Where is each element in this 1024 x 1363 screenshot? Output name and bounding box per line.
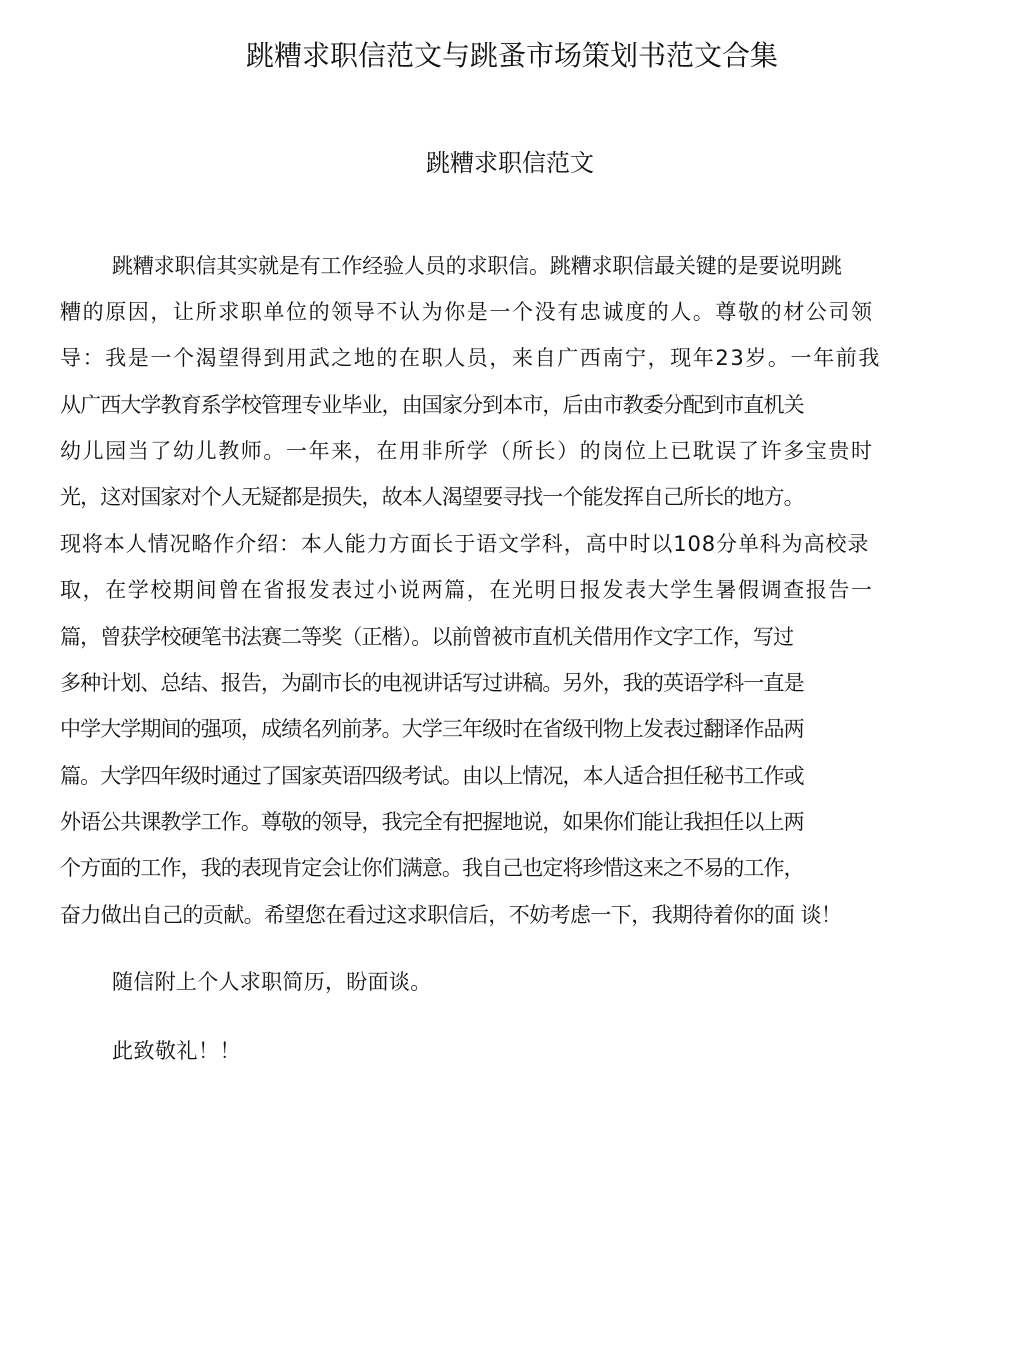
paragraph-line: 个方面的工作，我的表现肯定会让你们满意。我自己也定将珍惜这来之不易的工作， <box>60 856 804 880</box>
paragraph-line: 幼儿园当了幼儿教师。一年来，在用非所学（所长）的岗位上已耽误了许多宝贵时 <box>60 439 874 463</box>
paragraph-line: 糟的原因，让所求职单位的领导不认为你是一个没有忠诚度的人。尊敬的材公司领 <box>60 300 874 324</box>
paragraph-line: 从广西大学教育系学校管理专业毕业，由国家分到本市，后由市教委分配到市直机关 <box>60 393 804 417</box>
paragraph-line: 导：我是一个渴望得到用武之地的在职人员，来自广西南宁，现年23岁。一年前我 <box>60 346 881 370</box>
paragraph-line: 奋力做出自己的贡献。希望您在看过这求职信后，不妨考虑一下，我期待着你的面 谈！ <box>60 903 842 927</box>
paragraph-line: 外语公共课教学工作。尊敬的领导，我完全有把握地说，如果你们能让我担任以上两 <box>60 810 804 834</box>
paragraph-line: 中学大学期间的强项，成绩名列前茅。大学三年级时在省级刊物上发表过翻译作品两 <box>60 717 804 741</box>
paragraph-line: 现将本人情况略作介绍：本人能力方面长于语文学科，高中时以108分单科为高校录 <box>60 532 870 556</box>
paragraph-line: 取，在学校期间曾在省报发表过小说两篇，在光明日报发表大学生暑假调查报告一 <box>60 578 874 602</box>
paragraph-line: 跳糟求职信其实就是有工作经验人员的求职信。跳糟求职信最关键的是要说明跳 <box>112 254 842 278</box>
paragraph-line: 篇，曾获学校硬笔书法赛二等奖（正楷）。以前曾被市直机关借用作文字工作，写过 <box>60 625 794 649</box>
document-title: 跳糟求职信范文与跳蚤市场策划书范文合集 <box>245 39 778 72</box>
closing-line: 此致敬礼！！ <box>112 1039 241 1063</box>
paragraph-line: 多种计划、总结、报告，为副市长的电视讲话写过讲稿。另外，我的英语学科一直是 <box>60 671 804 695</box>
paragraph-line: 光，这对国家对个人无疑都是损失，故本人渴望要寻找一个能发挥自己所长的地方。 <box>60 485 804 509</box>
paragraph-line: 篇。大学四年级时通过了国家英语四级考试。由以上情况，本人适合担任秘书工作或 <box>60 764 804 788</box>
attachment-line: 随信附上个人求职简历，盼面谈。 <box>112 970 432 994</box>
section-title: 跳糟求职信范文 <box>426 149 594 177</box>
